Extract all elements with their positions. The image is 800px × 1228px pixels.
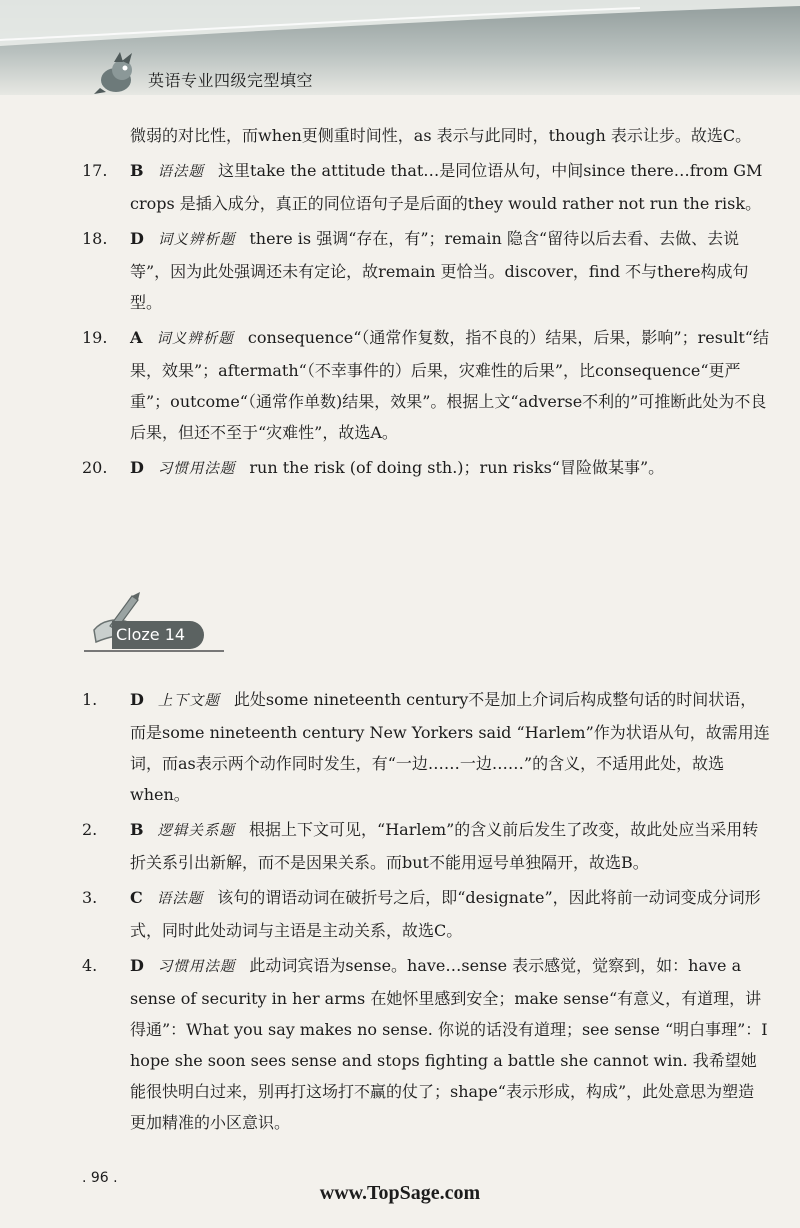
item-explanation: 此处some nineteenth century不是加上介词后构成整句话的时间状语，而是some nineteenth century New Yorkers said “Harlem”作为状语从句，故需用连词，而as表示两个动作同时发生，有“一边……一边……”的含义，不适用此处，故选when。 [130,690,770,804]
item-answer: D [130,956,144,975]
item-number: 2. [82,820,98,839]
website-watermark: www.TopSage.com [319,1182,481,1204]
section-divider [84,650,224,652]
continuation-paragraph: 微弱的对比性，而when更侧重时间性，as 表示与此同时，though 表示让步。故选C。 [130,126,752,145]
item-answer: B [130,820,144,839]
item-category: 习惯用法题 [157,959,236,975]
item-number: 17. [82,161,108,180]
item-category: 词义辨析题 [156,331,234,347]
answer-item [0,950,800,1138]
item-category: 习惯用法题 [157,461,236,477]
answer-item [0,223,800,318]
section-badge: Cloze 14 [112,621,204,649]
item-explanation: 这里take the attitude that…是同位语从句，中间since there…from GM crops 是插入成分，真正的同位语句子是后面的they would rather not run the risk。 [130,161,763,213]
item-answer: C [130,888,143,907]
answer-item [0,155,800,219]
item-answer: B [130,161,144,180]
item-number: 4. [82,956,98,975]
item-explanation: 此动词宾语为sense。have…sense 表示感觉，觉察到，如：have a sense of security in her arms 在她怀里感到安全；make sense“有意义，有道理，讲得通”：What you say makes no sense. 你说的话没有道理；see sense “明白事理”：I hope she soon sees sense and stops fighting a battle she cannot win. 我希望她能很快明白过来，别再打这场打不赢的仗了；shape“表示形成，构成”，此处意思为塑造更加精准的小区意识。 [130,956,768,1132]
item-number: 19. [82,328,108,347]
item-category: 词义辨析题 [157,232,236,248]
item-answer: D [130,458,144,477]
item-answer: D [130,690,144,709]
header-title: 英语专业四级完型填空 [148,71,314,90]
item-category: 上下文题 [157,693,220,709]
item-explanation: run the risk (of doing sth.)；run risks“冒险做某事”。 [249,458,665,477]
answer-item [0,882,800,946]
item-explanation: 该句的谓语动词在破折号之后，即“designate”，因此将前一动词变成分词形式，同时此处动词与主语是主动关系，故选C。 [130,888,761,940]
answer-item [0,322,800,448]
page-content [0,120,800,485]
item-explanation: 根据上下文可见，“Harlem”的含义前后发生了改变，故此处应当采用转折关系引出新解，而不是因果关系。而but不能用逗号单独隔开，故选B。 [130,820,759,872]
cloze14-content [0,680,800,1138]
item-number: 20. [82,458,108,477]
item-explanation: consequence“（通常作复数，指不良的）结果，后果，影响”；result“结果，效果”；aftermath“（不幸事件的）后果，灾难性的后果”，比consequence“更严重”；outcome“（通常作单数)结果，效果”。根据上文“adverse不利的”可推断此处为不良后果，但还不至于“灾难性”，故选A。 [130,328,769,442]
item-category: 语法题 [157,164,205,180]
item-category: 逻辑关系题 [157,823,236,839]
item-number: 1. [82,690,98,709]
item-category: 语法题 [156,891,204,907]
item-number: 18. [82,229,108,248]
item-answer: A [130,328,143,347]
answer-item [0,452,800,485]
mascot-logo [92,50,142,96]
item-explanation: there is 强调“存在，有”；remain 隐含“留待以后去看、去做、去说等”，因为此处强调还未有定论，故remain 更恰当。discover，find 不与there构成句型。 [130,229,749,312]
answer-item [0,814,800,878]
page-number: . 96 . [82,1170,118,1186]
answer-item [0,684,800,810]
item-number: 3. [82,888,98,907]
item-answer: D [130,229,144,248]
